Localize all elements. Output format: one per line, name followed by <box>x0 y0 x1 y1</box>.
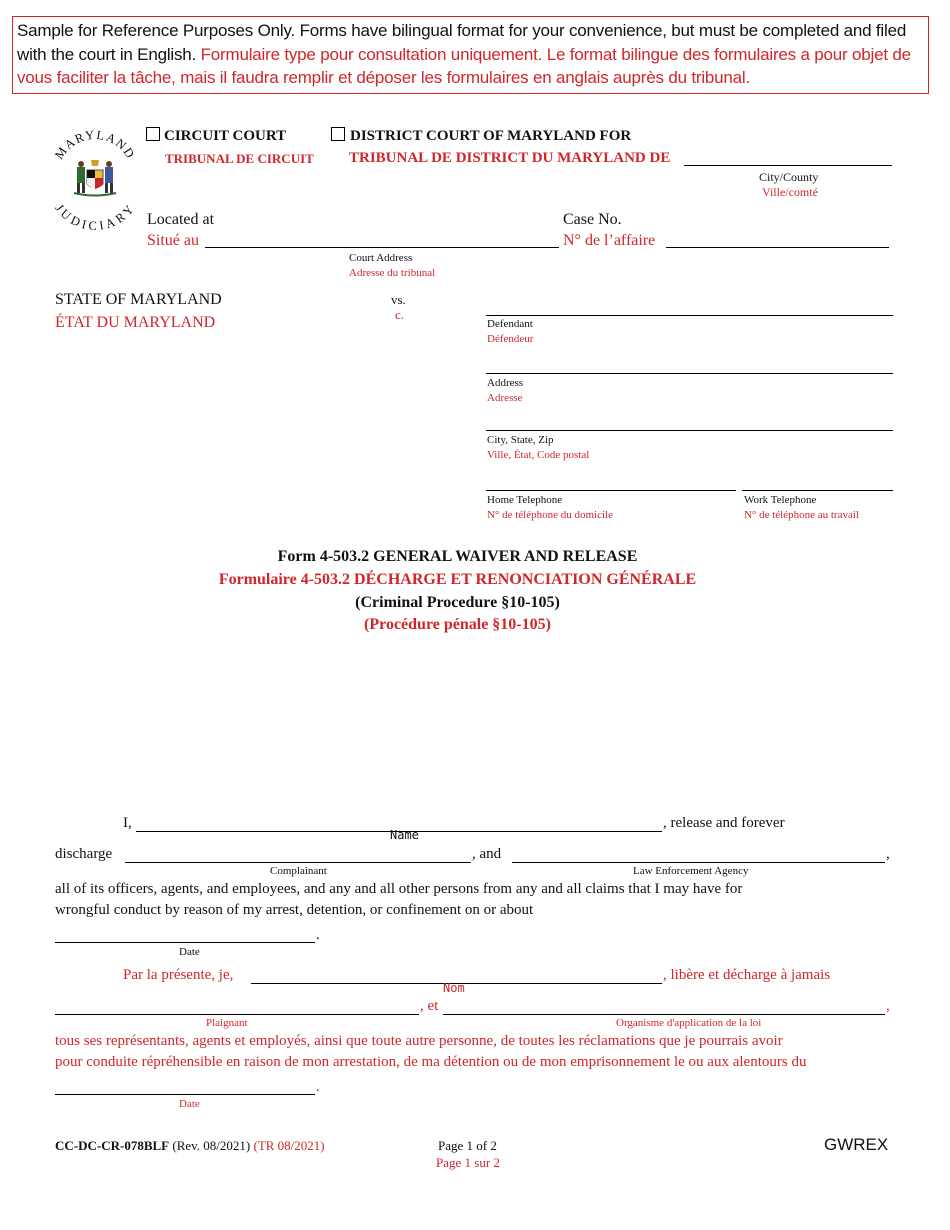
and-label: , and <box>472 846 502 862</box>
city-county-caption: City/County <box>759 170 819 184</box>
name-caption: Name <box>390 828 419 842</box>
complainant-field-fr[interactable] <box>55 1014 419 1015</box>
court-address-field[interactable] <box>205 247 559 248</box>
case-number-field[interactable] <box>666 247 889 248</box>
svg-text:JUDICIARY <box>52 201 137 230</box>
court-address-caption: Court Address <box>349 252 413 264</box>
versus-label-fr: c. <box>395 307 405 322</box>
form-subtitle: (Criminal Procedure §10-105) <box>355 594 560 611</box>
banner-english: Sample for Reference Purposes Only. Forms have bilingual format for your convenience, but must be completed and filed with the court in English. <box>17 21 907 64</box>
complainant-caption-fr: Plaignant <box>206 1017 248 1029</box>
form-code-line <box>55 1138 325 1154</box>
agency-comma: , <box>886 846 890 862</box>
district-court-checkbox[interactable] <box>331 127 345 141</box>
release-paragraph-line-2-fr: pour conduite répréhensible en raison de mon arrestation, de ma détention ou de mon emprisonnement le ou aux alentours du <box>55 1054 807 1070</box>
circuit-court-checkbox[interactable] <box>146 127 160 141</box>
release-i-label: I, <box>123 815 132 831</box>
home-telephone-caption-fr: N° de téléphone du domicile <box>487 509 613 521</box>
et-label-fr: , et <box>420 998 439 1014</box>
home-telephone-caption: Home Telephone <box>487 494 563 506</box>
incident-date-field[interactable] <box>55 942 315 943</box>
work-telephone-caption-fr: N° de téléphone au travail <box>744 509 859 521</box>
city-county-caption-fr: Ville/comté <box>762 185 818 199</box>
address-field[interactable] <box>486 373 893 374</box>
svg-text:MARYLAND <box>52 128 138 162</box>
circuit-court-label-fr: TRIBUNAL DE CIRCUIT <box>165 151 314 166</box>
city-county-field[interactable] <box>684 165 892 166</box>
work-telephone-caption: Work Telephone <box>744 494 817 506</box>
form-title: Form 4-503.2 GENERAL WAIVER AND RELEASE <box>277 548 638 565</box>
defendant-caption: Defendant <box>487 318 533 330</box>
circuit-court-label: CIRCUIT COURT <box>164 128 287 144</box>
date-period-fr: . <box>316 1079 320 1095</box>
seal-icon <box>48 126 142 230</box>
city-state-zip-caption: City, State, Zip <box>487 434 554 446</box>
agency-caption-fr: Organisme d'application de la loi <box>616 1017 762 1029</box>
state-label: STATE OF MARYLAND <box>55 291 222 308</box>
form-translation-revision: (TR 08/2021) <box>253 1138 325 1153</box>
address-caption-fr: Adresse <box>487 392 523 404</box>
complainant-field[interactable] <box>125 862 471 863</box>
form-revision: (Rev. 08/2021) <box>172 1138 251 1153</box>
city-state-zip-field[interactable] <box>486 430 893 431</box>
banner-french: Formulaire type pour consultation uniquement. Le format bilingue des formulaires a pour objet de vous faciliter la tâche, mais il faudra remplir et déposer les formulaires en anglais auprès du tribunal. <box>17 44 911 87</box>
seal-bottom-text: JUDICIARY <box>52 201 138 230</box>
state-label-fr: ÉTAT DU MARYLAND <box>55 314 216 331</box>
located-at-label-fr: Situé au <box>147 232 199 249</box>
page-number: Page 1 of 2 <box>438 1138 497 1153</box>
law-enforcement-agency-field[interactable] <box>512 862 885 863</box>
district-court-label-fr: TRIBUNAL DE DISTRICT DU MARYLAND DE <box>349 150 671 166</box>
reference-banner <box>12 16 929 94</box>
work-telephone-field[interactable] <box>742 490 893 491</box>
date-caption: Date <box>179 946 200 958</box>
release-paragraph-line-2: wrongful conduct by reason of my arrest, detention, or confinement on or about <box>55 902 534 918</box>
court-address-caption-fr: Adresse du tribunal <box>349 267 436 279</box>
home-telephone-field[interactable] <box>486 490 736 491</box>
agency-caption: Law Enforcement Agency <box>633 865 749 877</box>
date-caption-fr: Date <box>179 1098 200 1110</box>
discharge-label: discharge <box>55 846 113 862</box>
date-period: . <box>316 927 320 943</box>
law-enforcement-agency-field-fr[interactable] <box>443 1014 885 1015</box>
name-caption-fr: Nom <box>443 981 465 995</box>
defendant-caption-fr: Défendeur <box>487 333 534 345</box>
release-paragraph-line-1-fr: tous ses représentants, agents et employés, ainsi que toute autre personne, de toutes les réclamations que je pourrais avoir <box>55 1033 783 1049</box>
case-no-label-fr: N° de l’affaire <box>563 232 656 249</box>
city-state-zip-caption-fr: Ville, État, Code postal <box>487 449 590 461</box>
release-i-label-fr: Par la présente, je, <box>123 967 234 983</box>
maryland-judiciary-seal <box>48 126 142 230</box>
case-no-label: Case No. <box>563 211 622 228</box>
seal-top-text: MARYLAND <box>52 127 138 162</box>
incident-date-field-fr[interactable] <box>55 1094 315 1095</box>
complainant-caption: Complainant <box>270 865 327 877</box>
district-court-label: DISTRICT COURT OF MARYLAND FOR <box>350 128 632 144</box>
page-number-fr: Page 1 sur 2 <box>436 1155 500 1170</box>
form-title-fr: Formulaire 4-503.2 DÉCHARGE ET RENONCIATION GÉNÉRALE <box>218 571 697 588</box>
form-short-code: GWREX <box>824 1135 889 1154</box>
form-code: CC-DC-CR-078BLF <box>55 1138 170 1153</box>
release-text-fr: , libère et décharge à jamais <box>663 967 831 983</box>
defendant-field[interactable] <box>486 315 893 316</box>
address-caption: Address <box>487 377 524 389</box>
located-at-label: Located at <box>147 211 215 228</box>
release-text: , release and forever <box>663 815 785 831</box>
agency-comma-fr: , <box>886 998 890 1014</box>
versus-label: vs. <box>391 292 406 307</box>
form-subtitle-fr: (Procédure pénale §10-105) <box>364 616 551 633</box>
release-paragraph-line-1: all of its officers, agents, and employees, and any and all other persons from any and all claims that I may have for <box>55 881 743 897</box>
